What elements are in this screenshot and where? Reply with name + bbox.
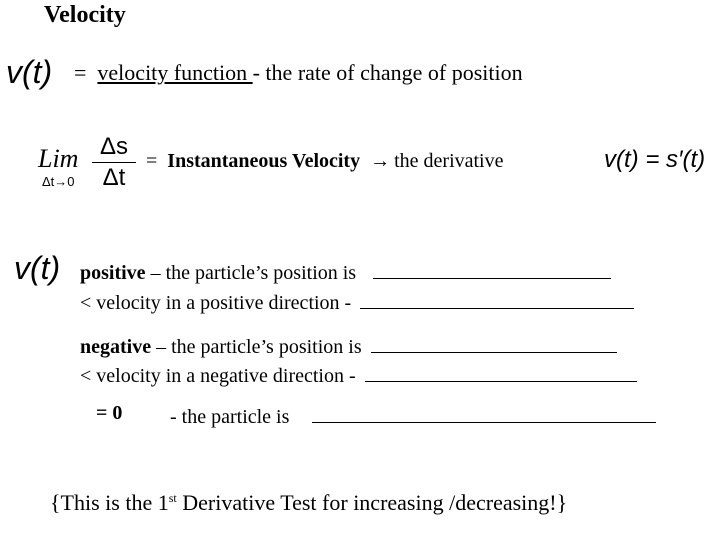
derivative-formula: v(t) = s′(t) [604, 146, 706, 173]
answer-blank [365, 361, 637, 382]
answer-blank [360, 288, 634, 309]
definition-line [74, 60, 523, 86]
zero-case-label: = 0 [96, 402, 123, 424]
footer-superscript: st [168, 491, 177, 505]
negative-direction-text: < velocity in a negative direction - [80, 365, 356, 387]
zero-text: - the particle is [170, 406, 290, 428]
negative-word: negative [80, 336, 152, 358]
limit-equals: = [146, 150, 158, 172]
footer-after: Derivative Test for increasing /decreasing!} [176, 490, 568, 515]
positive-text: – the particle’s position is [145, 262, 357, 284]
right-arrow-icon: → [370, 150, 391, 172]
instantaneous-velocity-label: Instantaneous Velocity [167, 150, 361, 172]
positive-direction [80, 288, 634, 315]
positive-direction-text: < velocity in a positive direction - [80, 292, 352, 314]
negative-case [80, 332, 617, 359]
denominator: Δt [102, 164, 126, 191]
definition-description: - the rate of change of position [252, 60, 523, 85]
positive-case [80, 258, 611, 285]
footer-before: {This is the 1 [50, 490, 169, 515]
positive-word: positive [80, 262, 146, 284]
answer-blank [312, 402, 656, 423]
definition-term: velocity function [97, 60, 253, 85]
negative-direction [80, 361, 637, 388]
derivative-note: the derivative [394, 150, 504, 172]
instantaneous-velocity-line [146, 150, 504, 173]
velocity-symbol-2: v(t) [14, 250, 61, 286]
answer-blank [371, 332, 617, 353]
velocity-symbol: v(t) [6, 54, 53, 90]
lim-word: Lim [38, 144, 79, 173]
equals-sign: = [74, 60, 87, 85]
lim-subscript: Δt→0 [42, 174, 75, 189]
footer-note [50, 490, 567, 516]
answer-blank [373, 258, 611, 279]
zero-case [170, 402, 656, 429]
page-title: Velocity [44, 2, 126, 28]
difference-quotient [92, 132, 136, 193]
limit-expression [38, 134, 138, 196]
numerator: Δs [92, 132, 136, 163]
negative-text: – the particle’s position is [151, 336, 362, 358]
